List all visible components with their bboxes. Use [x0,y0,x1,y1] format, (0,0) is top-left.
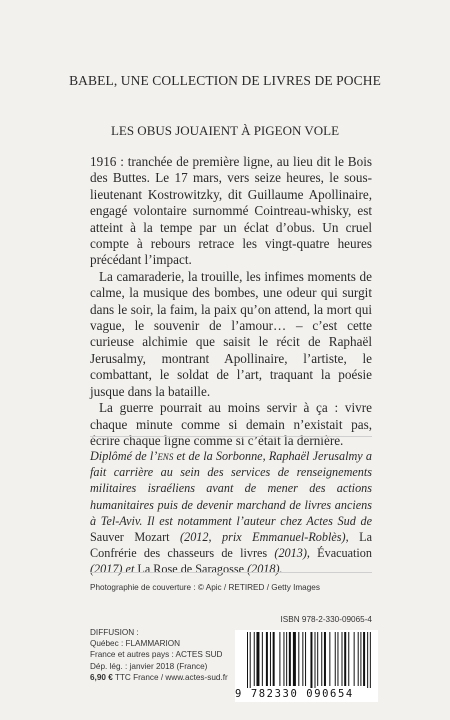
blurb-paragraph-2: La camaraderie, la trouille, les infimes moments de calme, la musique des bombes, une odeur qui surgit dans le soir, la faim, la paix qu’on attend, la mort qui vague, le souvenir de l’amour… – c’est cette curieuse alchimie que saisit le récit de Raphaël Jerusalmy, montrant Apollinaire, l’artiste, le combattant, le soldat de l’art, traquant la poésie jusque dans la bataille. [90,268,372,399]
bio-book-3: Évacuation [317,546,372,561]
separator-top [90,436,372,437]
collection-name: BABEL, UNE COLLECTION DE LIVRES DE POCHE [69,73,381,88]
barcode-bar [262,632,263,686]
barcode-bar [266,632,268,686]
barcode-bar [279,632,280,686]
barcode-bar [360,632,361,686]
barcode-bar [256,632,259,686]
barcode-bar [329,632,330,686]
bio-book-1: Sauver Mozart [90,530,170,545]
bio-text-c: (2012, prix Emmanuel-Roblès), [169,530,360,545]
author-bio [90,448,372,578]
barcode-bar [247,632,248,688]
barcode-bar [289,632,291,686]
distribution-info [90,627,228,683]
barcode-bar [298,632,299,686]
barcode-bar [286,632,287,686]
barcode-bar [370,632,371,688]
blurb-paragraph-1: 1916 : tranchée de première ligne, au lieu dit le Bois des Buttes. Le 17 mars, vers seize heures, le sous-lieutenant Kostrowitzky, dit Guillaume Apollinaire, engagé volontaire surnommé Cointreau-whisky, est atteint à la tempe par un éclat d’obus. Un cruel compte à rebours retrace les vingt-quatre heures précédant l’impact. [90,154,372,268]
barcode-bar [315,632,316,688]
bio-text-f: (2018). [244,562,283,577]
barcode-bar [250,632,251,688]
barcode-bar [342,632,343,686]
barcode-bar [305,632,306,686]
price-line [90,672,228,683]
barcode-bar [270,632,271,686]
diffusion-label: DIFFUSION : [90,628,139,637]
legal-deposit: Dép. lég. : janvier 2018 (France) [90,661,208,671]
barcode-bar [337,632,338,686]
price: 6,90 € [90,672,113,682]
blurb-paragraph-3: La guerre pourrait au moins servir à ça : vivre chaque minute comme si demain n’existait pas, écrire chaque ligne comme si c’était la dernière. [90,400,372,448]
bio-text-a: Diplômé de l’ [90,449,158,463]
barcode-digits: 9 782330 090654 [235,688,354,700]
barcode-bar [283,632,284,686]
diffusion-france: France et autres pays : ACTES SUD [90,650,223,660]
barcode-bar [335,632,336,686]
barcode-bar [324,632,326,686]
price-details: TTC France / www.actes-sud.fr [112,672,228,682]
book-title: LES OBUS JOUAIENT À PIGEON VOLE [110,123,340,138]
bio-text-d: (2013), [267,546,318,561]
barcode [235,630,378,702]
bio-text-b: et de la Sorbonne, Raphaël Jerusalmy a fait carrière au sein des services de renseignements militaires israéliens avant de mener des actions humanitaires puis de devenir marchand de livres anciens à Tel-Aviv. Il est notamment l’auteur chez Actes Sud de [90,449,373,528]
barcode-bar [321,632,322,686]
barcode-bar [302,632,303,686]
isbn: ISBN 978-2-330-09065-4 [280,615,372,624]
barcode-bar [348,632,349,686]
barcode-bar [273,632,275,686]
barcode-bar [354,632,355,686]
barcode-bar [310,632,312,688]
photo-credit: Photographie de couverture : © Apic / RETIRED / Getty Images [90,583,320,592]
diffusion-quebec: Québec : FLAMMARION [90,639,181,649]
barcode-bar [254,632,255,686]
barcode-bar [358,632,359,686]
barcode-bar [367,632,368,688]
barcode-bars [235,630,378,688]
barcode-bar [317,632,318,686]
barcode-bar [344,632,346,686]
barcode-bar [363,632,365,686]
separator-bottom [90,572,372,573]
blurb [90,154,372,449]
bio-ens: ens [157,449,174,463]
bio-book-4: La Rose de Saragosse [137,562,245,577]
bio-text-e: (2017) et [90,562,138,577]
bio-book-2: La Confrérie des chasseurs de livres [90,530,372,561]
barcode-bar [293,632,296,686]
